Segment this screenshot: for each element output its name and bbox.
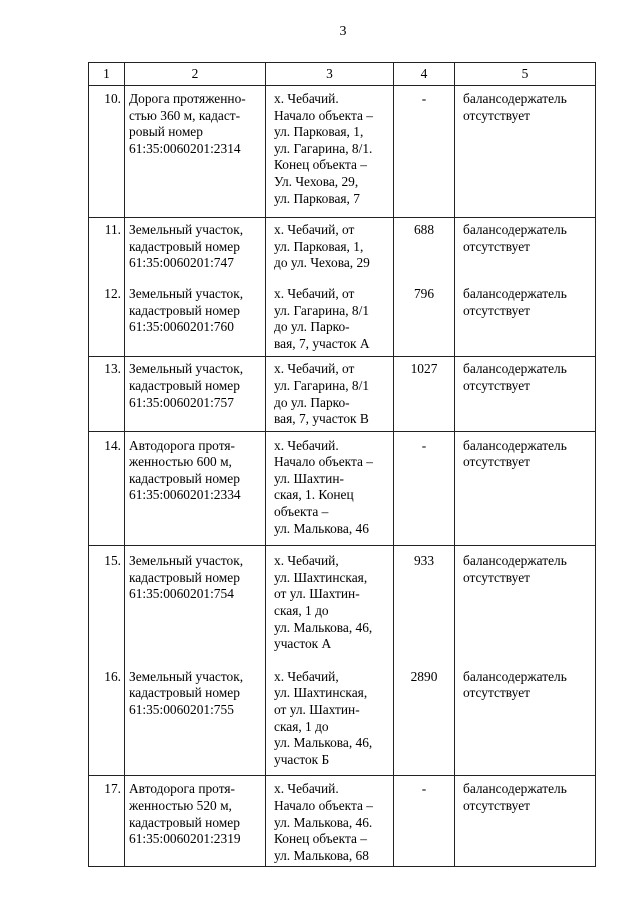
object-location-line: Начало объекта – — [274, 107, 373, 123]
object-name — [125, 86, 266, 218]
object-name-line: 61:35:0060201:760 — [129, 319, 234, 335]
object-name — [125, 357, 266, 431]
object-holder — [455, 776, 596, 867]
object-holder-line: балансодержатель — [463, 222, 567, 238]
table-row — [89, 218, 596, 286]
object-location-line: Конец объекта – — [274, 157, 367, 173]
row-number: 16. — [89, 669, 125, 776]
row-number: 11. — [89, 218, 125, 286]
object-location-line: х. Чебачий. — [274, 437, 339, 453]
row-number: 13. — [89, 357, 125, 431]
object-location — [266, 357, 394, 431]
object-holder-line: отсутствует — [463, 685, 530, 701]
object-location-line: ул. Малькова, 46. — [274, 814, 373, 830]
object-name-line: кадастровый номер — [129, 377, 240, 393]
object-location-line: до ул. Парко- — [274, 394, 350, 410]
object-name-line: Дорога протяженно- — [129, 91, 246, 106]
object-location-line: ская, 1. Конец — [274, 487, 354, 503]
object-location-line: вая, 7, участок В — [274, 411, 369, 427]
object-location-line: х. Чебачий, от — [274, 285, 355, 301]
object-location — [266, 218, 394, 286]
object-holder — [455, 669, 596, 776]
table-row — [89, 546, 596, 669]
row-number: 10. — [89, 86, 125, 218]
object-holder-line: отсутствует — [463, 302, 530, 318]
object-holder-line: балансодержатель — [463, 361, 567, 377]
objects-table — [88, 62, 596, 867]
object-location-line: Начало объекта – — [274, 797, 373, 813]
object-name — [125, 546, 266, 669]
object-location-line: ул. Малькова, 46, — [274, 735, 373, 751]
object-holder — [455, 218, 596, 286]
object-location-line: х. Чебачий, — [274, 553, 339, 569]
object-name-line: Земельный участок, — [129, 361, 244, 377]
object-location-line: ул. Шахтин- — [274, 470, 344, 486]
object-area: 933 — [394, 546, 455, 669]
object-name-line: Автодорога протя- — [129, 781, 235, 797]
object-name — [125, 431, 266, 546]
object-location-line: до ул. Парко- — [274, 319, 350, 335]
object-holder-line: балансодержатель — [463, 668, 567, 684]
object-name-line: Земельный участок, — [129, 668, 244, 684]
object-location — [266, 86, 394, 218]
object-location-line: участок Б — [274, 751, 330, 767]
object-name-line: кадастровый номер — [129, 302, 240, 318]
object-location-line: от ул. Шахтин- — [274, 586, 360, 602]
object-name-line: 61:35:0060201:2334 — [129, 487, 241, 503]
object-holder-line: отсутствует — [463, 107, 530, 123]
object-holder-line: отсутствует — [463, 797, 530, 813]
object-name-line: женностью 600 м, — [129, 454, 232, 470]
table-row — [89, 357, 596, 431]
object-location-line: Конец объекта – — [274, 831, 367, 847]
object-holder-line: отсутствует — [463, 454, 530, 470]
object-area: 796 — [394, 286, 455, 357]
object-holder-line: балансодержатель — [463, 553, 567, 569]
object-name-line: ровый номер — [129, 124, 203, 140]
header-cell: 4 — [394, 63, 455, 86]
object-name — [125, 218, 266, 286]
object-name-line: Земельный участок, — [129, 553, 244, 569]
object-name-line: 61:35:0060201:755 — [129, 702, 234, 717]
object-location-line: вая, 7, участок А — [274, 335, 370, 351]
object-holder — [455, 86, 596, 218]
object-holder-line: балансодержатель — [463, 91, 567, 106]
object-area: 688 — [394, 218, 455, 286]
object-location-line: ул. Шахтинская, — [274, 685, 368, 701]
object-name-line: 61:35:0060201:747 — [129, 255, 234, 271]
object-location-line: ская, 1 до — [274, 603, 329, 619]
table-row — [89, 286, 596, 357]
object-name-line: кадастровый номер — [129, 470, 240, 486]
page-number: 3 — [339, 24, 347, 39]
object-location — [266, 286, 394, 357]
row-number: 12. — [89, 286, 125, 357]
object-location-line: ская, 1 до — [274, 718, 329, 734]
object-location-line: ул. Малькова, 68 — [274, 847, 369, 863]
object-holder-line: балансодержатель — [463, 437, 567, 453]
object-area: 2890 — [394, 669, 455, 776]
object-holder — [455, 357, 596, 431]
object-name-line: кадастровый номер — [129, 814, 240, 830]
object-location-line: до ул. Чехова, 29 — [274, 255, 370, 271]
object-name-line: женностью 520 м, — [129, 797, 232, 813]
object-name-line: стью 360 м, кадаст- — [129, 107, 241, 123]
object-location-line: Ул. Чехова, 29, — [274, 173, 359, 189]
object-location — [266, 776, 394, 867]
object-location-line: ул. Малькова, 46, — [274, 619, 373, 635]
object-name-line: кадастровый номер — [129, 685, 240, 701]
object-name-line: 61:35:0060201:2314 — [129, 140, 241, 156]
table-row — [89, 776, 596, 867]
row-number: 15. — [89, 546, 125, 669]
header-cell: 2 — [125, 63, 266, 86]
table-row — [89, 669, 596, 776]
object-name-line: 61:35:0060201:754 — [129, 586, 234, 602]
object-location-line: х. Чебачий, — [274, 668, 339, 684]
object-name — [125, 286, 266, 357]
object-holder — [455, 286, 596, 357]
object-location — [266, 669, 394, 776]
object-holder-line: отсутствует — [463, 569, 530, 585]
object-location-line: участок А — [274, 636, 332, 652]
object-location — [266, 546, 394, 669]
object-name-line: кадастровый номер — [129, 238, 240, 254]
object-name — [125, 669, 266, 776]
object-location-line: ул. Гагарина, 8/1 — [274, 302, 370, 318]
object-location-line: х. Чебачий, от — [274, 361, 355, 377]
object-location-line: Начало объекта – — [274, 454, 373, 470]
row-number: 14. — [89, 431, 125, 546]
object-holder-line: отсутствует — [463, 238, 530, 254]
object-holder-line: балансодержатель — [463, 781, 567, 797]
object-holder — [455, 546, 596, 669]
object-holder — [455, 431, 596, 546]
object-area: 1027 — [394, 357, 455, 431]
object-name-line: кадастровый номер — [129, 569, 240, 585]
header-cell: 1 — [89, 63, 125, 86]
table-row — [89, 86, 596, 218]
object-location — [266, 431, 394, 546]
object-location-line: ул. Шахтинская, — [274, 569, 368, 585]
table-header-row — [89, 63, 596, 86]
object-location-line: ул. Гагарина, 8/1 — [274, 377, 370, 393]
header-cell: 3 — [266, 63, 394, 86]
object-holder-line: балансодержатель — [463, 285, 567, 301]
object-name — [125, 776, 266, 867]
object-location-line: х. Чебачий, от — [274, 222, 355, 238]
object-area: - — [394, 431, 455, 546]
object-location-line: от ул. Шахтин- — [274, 702, 360, 717]
row-number: 17. — [89, 776, 125, 867]
object-area: - — [394, 776, 455, 867]
object-name-line: 61:35:0060201:2319 — [129, 831, 241, 847]
object-name-line: Земельный участок, — [129, 285, 244, 301]
object-location-line: ул. Парковая, 1, — [274, 124, 364, 140]
object-name-line: 61:35:0060201:757 — [129, 394, 234, 410]
object-name-line: Автодорога протя- — [129, 437, 235, 453]
object-name-line: Земельный участок, — [129, 222, 244, 238]
object-holder-line: отсутствует — [463, 377, 530, 393]
object-area: - — [394, 86, 455, 218]
object-location-line: ул. Парковая, 7 — [274, 190, 360, 206]
table-row — [89, 431, 596, 546]
object-location-line: ул. Малькова, 46 — [274, 520, 369, 536]
object-location-line: ул. Парковая, 1, — [274, 238, 364, 254]
object-location-line: х. Чебачий. — [274, 781, 339, 797]
object-location-line: х. Чебачий. — [274, 91, 339, 106]
object-location-line: объекта – — [274, 504, 329, 520]
object-location-line: ул. Гагарина, 8/1. — [274, 140, 373, 156]
header-cell: 5 — [455, 63, 596, 86]
